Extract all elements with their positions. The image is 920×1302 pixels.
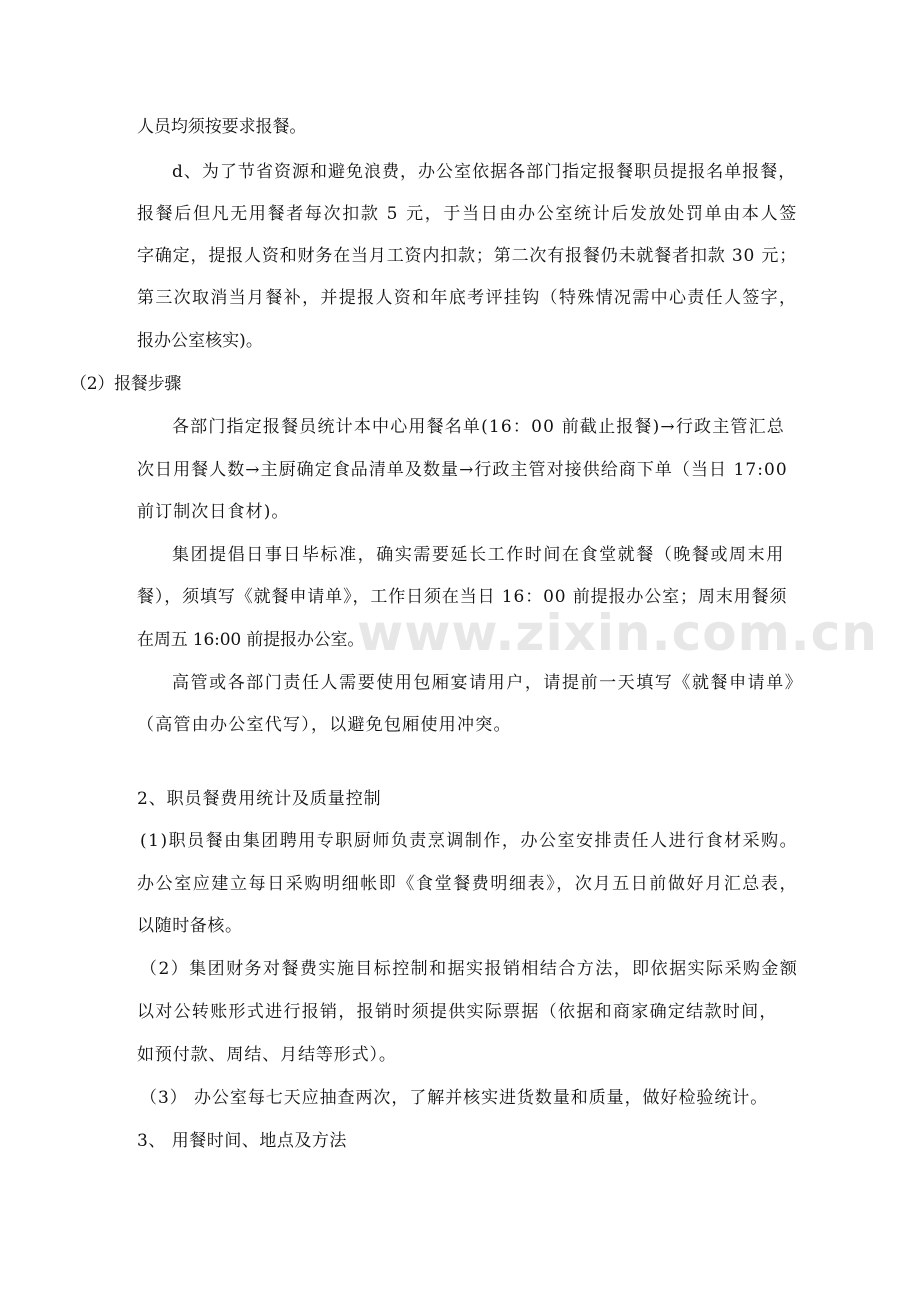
text-line-19: 以随时备核。 <box>137 916 243 936</box>
text-line-22: 如预付款、周结、月结等形式）。 <box>137 1045 397 1065</box>
text-line-8: 各部门指定报餐员统计本中心用餐名单(16：00 前截止报餐)→行政主管汇总 <box>172 417 785 437</box>
text-line-17: (1)职员餐由集团聘用专职厨师负责烹调制作，办公室安排责任人进行食材采购。 <box>140 831 799 851</box>
text-line-15: （高管由办公室代写），以避免包厢使用冲突。 <box>137 715 512 735</box>
text-line-1: 人员均须按要求报餐。 <box>137 117 307 137</box>
text-line-6: 报办公室核实)。 <box>137 331 263 351</box>
watermark: www.zixin.com.cn <box>357 604 878 662</box>
text-line-23: （3） 办公室每七天应抽查两次，了解并核实进货数量和质量，做好检验统计。 <box>140 1088 769 1108</box>
section-heading-meal-cost-control: 2、职员餐费用统计及质量控制 <box>137 789 382 809</box>
text-line-14: 高管或各部门责任人需要使用包厢宴请用户，请提前一天填写《就餐申请单》 <box>172 673 804 693</box>
text-line-4: 字确定，提报人资和财务在当月工资内扣款；第二次有报餐仍未就餐者扣款 30 元； <box>137 246 798 266</box>
text-line-10: 前订制次日食材)。 <box>137 502 290 522</box>
text-line-9: 次日用餐人数→主厨确定食品清单及数量→行政主管对接供给商下单（当日 17:00 <box>137 460 788 480</box>
section-heading-meal-time-place: 3、 用餐时间、地点及方法 <box>137 1131 347 1151</box>
text-line-20: （2）集团财务对餐费实施目标控制和据实报销相结合方法，即依据实际采购金额 <box>140 959 799 979</box>
text-line-21: 以对公转账形式进行报销，报销时须提供实际票据（依据和商家确定结款时间， <box>137 1002 778 1022</box>
text-line-11: 集团提倡日事日毕标准，确实需要延长工作时间在食堂就餐（晚餐或周末用 <box>172 545 785 565</box>
text-line-18: 办公室应建立每日采购明细帐即《食堂餐费明细表》，次月五日前做好月汇总表， <box>137 874 799 894</box>
text-line-5: 第三次取消当月餐补，并提报人资和年底考评挂钩（特殊情况需中心责任人签字， <box>137 288 798 308</box>
text-line-13: 在周五 16:00 前提报办公室。 <box>137 630 365 650</box>
text-line-3: 报餐后但凡无用餐者每次扣款 5 元，于当日由办公室统计后发放处罚单由本人签 <box>137 204 798 224</box>
text-line-2: d、为了节省资源和避免浪费，办公室依据各部门指定报餐职员提报名单报餐， <box>172 162 797 182</box>
text-line-12: 餐），须填写《就餐申请单》，工作日须在当日 16：00 前提报办公室；周末用餐须 <box>137 587 788 607</box>
section-heading-report-steps: （2）报餐步骤 <box>70 374 182 394</box>
